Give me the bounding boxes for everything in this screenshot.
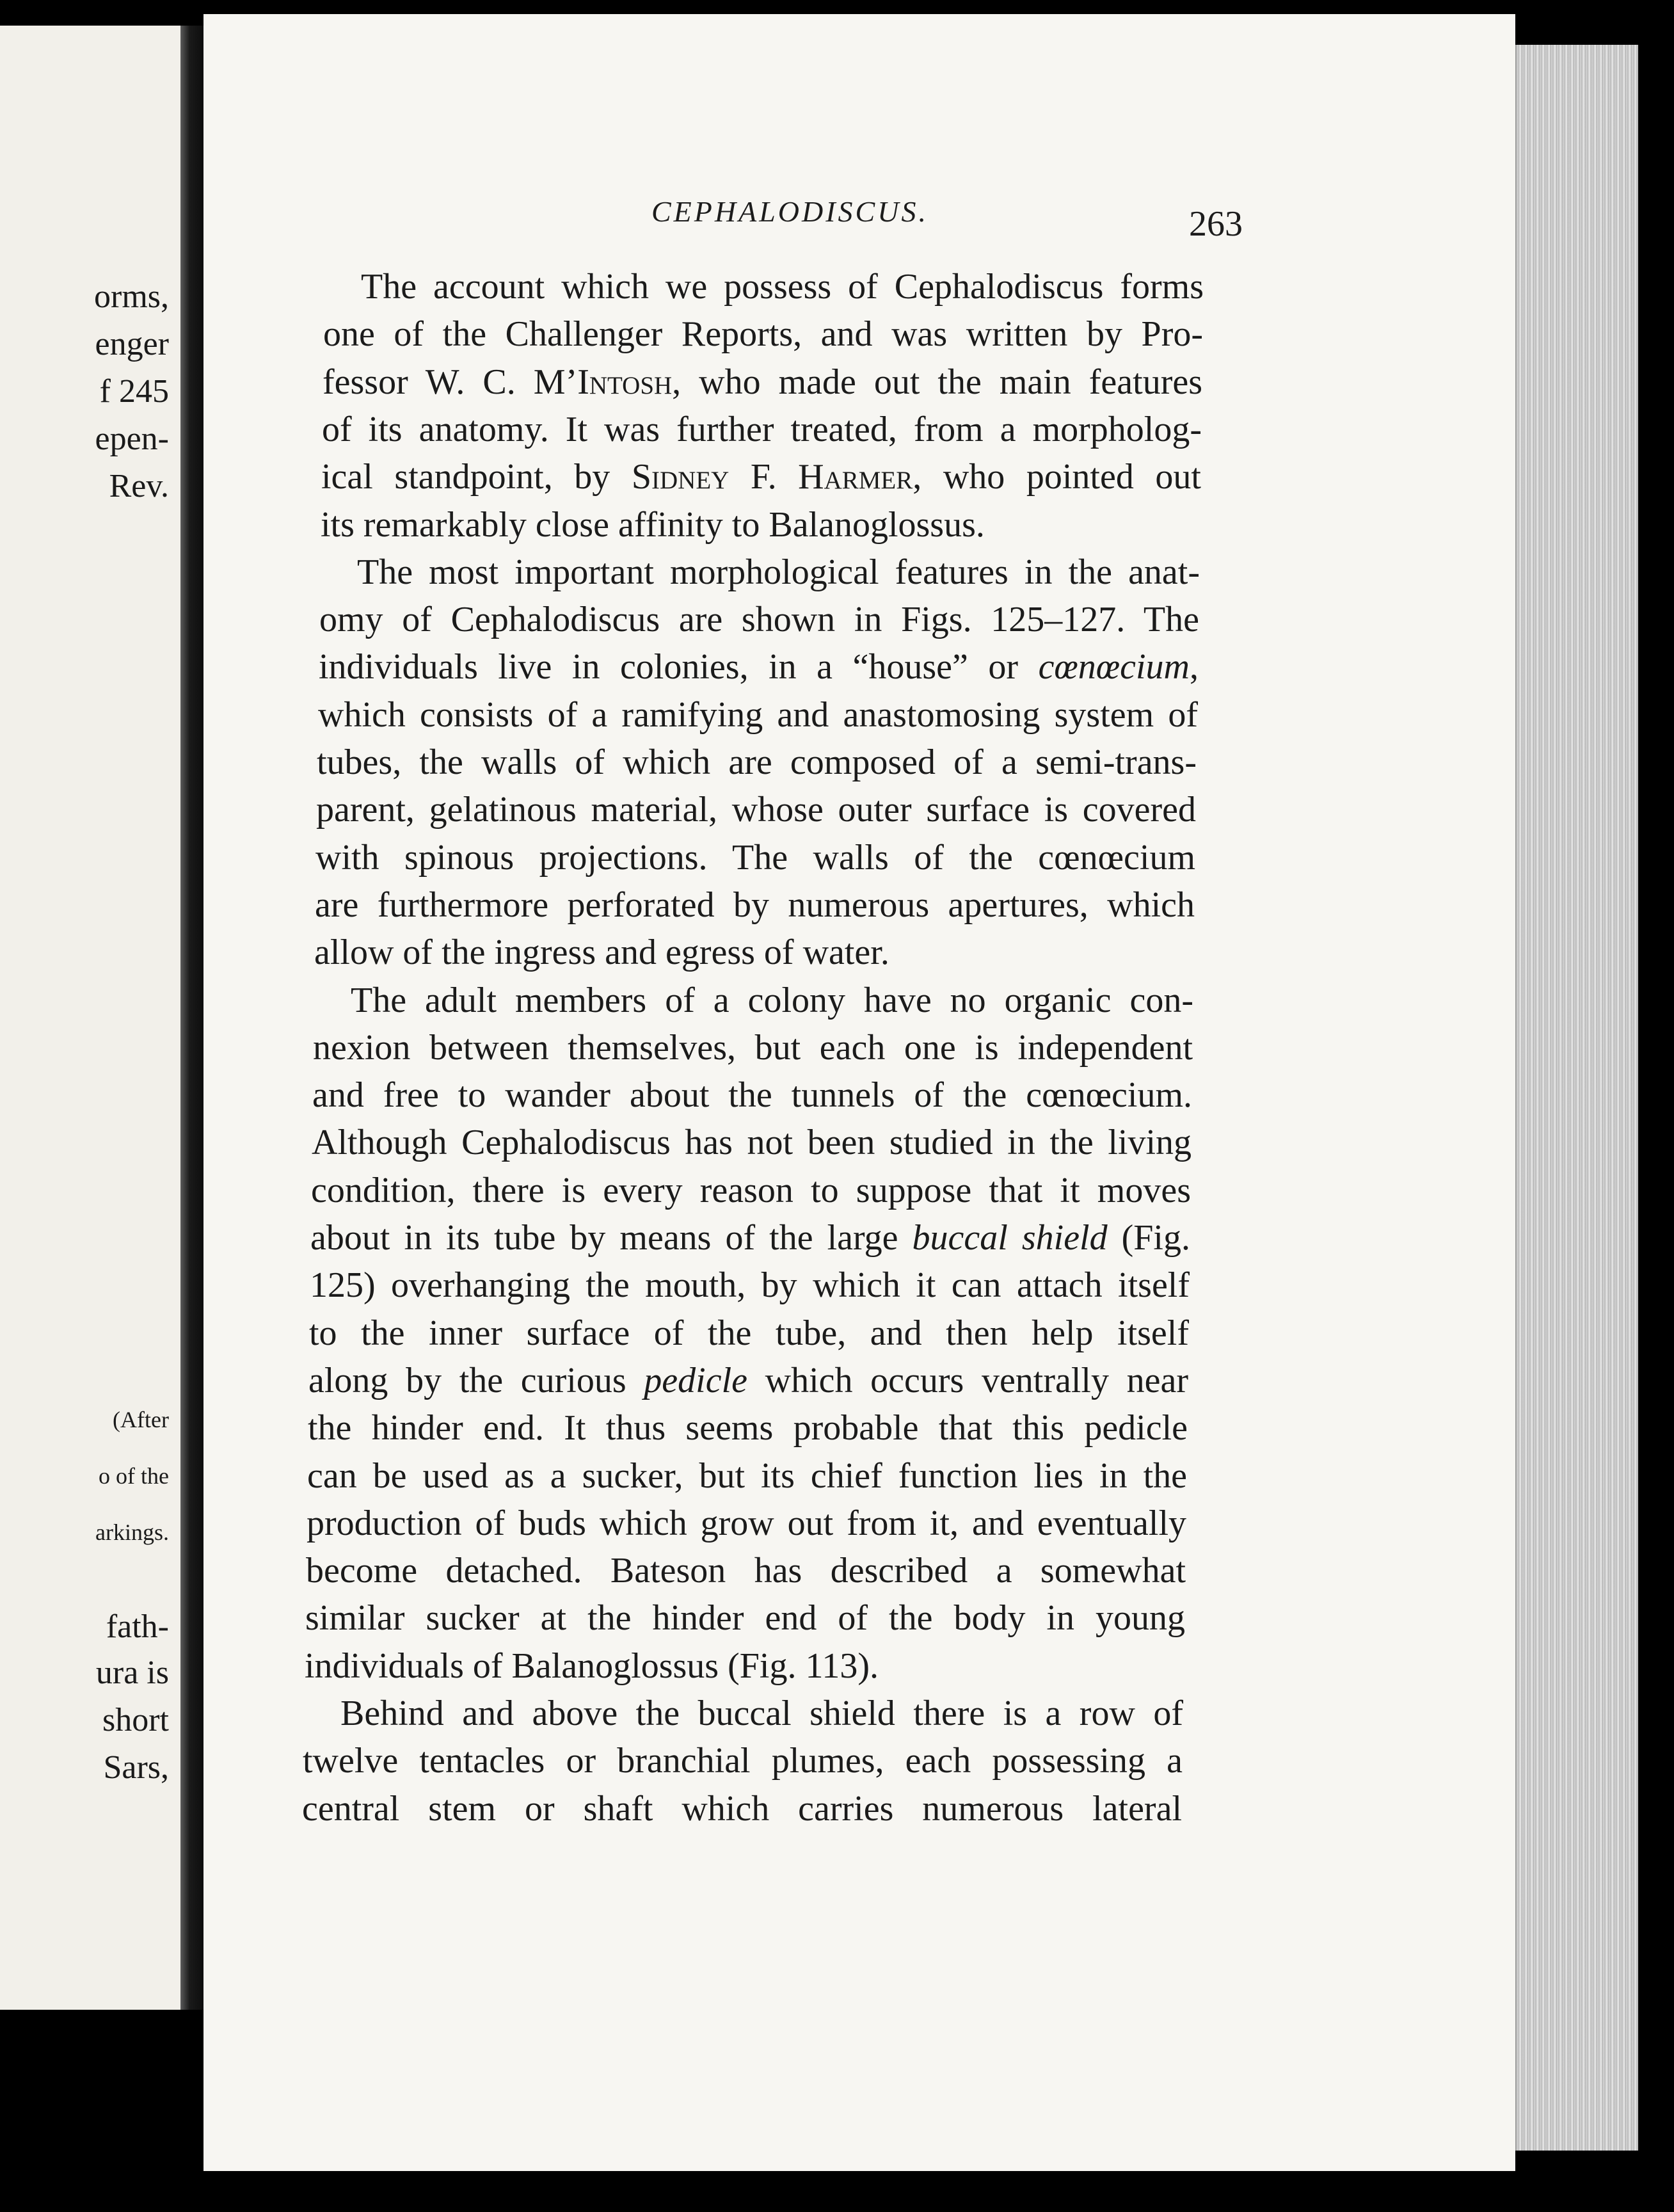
text-line: ical standpoint, by Sidney F. Harmer, who pointed out <box>321 457 1201 497</box>
text-line: The adult members of a colony have no organic con- <box>351 981 1193 1020</box>
left-page-line: epen- <box>95 421 169 457</box>
left-page-line: orms, <box>94 278 169 315</box>
left-page-line: enger <box>95 326 169 362</box>
text-line: and free to wander about the tunnels of the cœnœcium. <box>312 1075 1192 1115</box>
text-line: along by the curious pedicle which occurs ventrally near <box>308 1361 1188 1400</box>
left-page-line: Rev. <box>109 468 169 504</box>
text-line: production of buds which grow out from it, and eventually <box>307 1503 1186 1543</box>
text-line: become detached. Bateson has described a somewhat <box>306 1551 1186 1591</box>
page-number: 263 <box>1189 204 1243 244</box>
text-line: its remarkably close affinity to Balanoglossus. <box>321 505 985 545</box>
text-line: fessor W. C. M’Intosh, who made out the main features <box>323 362 1203 402</box>
left-page-line: f 245 <box>99 373 169 410</box>
text-line: Although Cephalodiscus has not been studied in the living <box>312 1123 1192 1162</box>
text-line: one of the Challenger Reports, and was written by Pro- <box>323 314 1203 354</box>
text-line: allow of the ingress and egress of water. <box>314 933 889 972</box>
page-edges <box>1515 45 1638 2151</box>
text-line: tubes, the walls of which are composed of a semi-trans- <box>317 742 1197 782</box>
text-line: condition, there is every reason to suppose that it moves <box>311 1171 1191 1210</box>
left-page-caption-line: o of the <box>99 1463 169 1489</box>
left-page-line: short <box>102 1702 169 1738</box>
text-line: Behind and above the buccal shield there is a row of <box>340 1694 1183 1733</box>
text-line: of its anatomy. It was further treated, from a morpholog- <box>322 410 1202 449</box>
text-line: 125) overhanging the mouth, by which it can attach itself <box>310 1265 1190 1305</box>
text-line: The account which we possess of Cephalodiscus forms <box>361 267 1204 307</box>
text-line: with spinous projections. The walls of the cœnœcium <box>315 838 1195 878</box>
text-line: omy of Cephalodiscus are shown in Figs. 125–127. The <box>319 600 1199 639</box>
text-line: about in its tube by means of the large buccal shield (Fig. <box>310 1218 1190 1258</box>
left-page-fragment <box>0 26 182 2010</box>
text-line: similar sucker at the hinder end of the body in young <box>305 1598 1185 1638</box>
text-line: individuals live in colonies, in a “house” or cœnœcium, <box>319 647 1199 687</box>
book-page <box>203 14 1515 2171</box>
text-line: central stem or shaft which carries numerous lateral <box>302 1789 1182 1829</box>
text-line: can be used as a sucker, but its chief function lies in the <box>307 1456 1187 1496</box>
running-head: CEPHALODISCUS. <box>651 195 929 228</box>
text-line: individuals of Balanoglossus (Fig. 113). <box>305 1646 879 1686</box>
left-page-caption-line: arkings. <box>95 1519 169 1545</box>
text-line: are furthermore perforated by numerous apertures, which <box>315 885 1195 925</box>
text-line: parent, gelatinous material, whose outer surface is covered <box>316 790 1196 830</box>
book-gutter <box>180 26 203 2010</box>
left-page-line: fath- <box>106 1608 169 1645</box>
text-line: which consists of a ramifying and anastomosing system of <box>318 695 1198 735</box>
text-line: nexion between themselves, but each one is independent <box>313 1028 1193 1068</box>
left-page-caption-line: (After <box>113 1407 169 1432</box>
text-line: the hinder end. It thus seems probable that this pedicle <box>308 1408 1188 1448</box>
text-line: to the inner surface of the tube, and then help itself <box>309 1313 1189 1353</box>
text-line: The most important morphological features in the anat- <box>357 552 1200 592</box>
left-page-line: ura is <box>95 1655 169 1691</box>
text-line: twelve tentacles or branchial plumes, each possessing a <box>303 1741 1183 1781</box>
left-page-line: Sars, <box>103 1749 169 1786</box>
